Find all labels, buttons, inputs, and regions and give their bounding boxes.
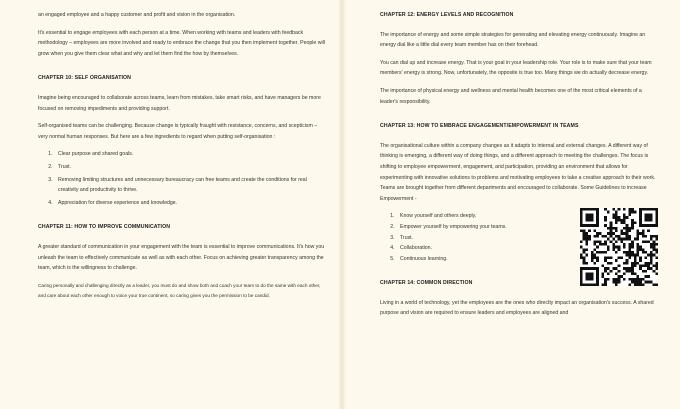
chapter-12-paragraph-1: The importance of energy and some simple strategies for generating and elevating energy continuously. Imagine an energy dial like a little dial every team member has on their forehead. (380, 31, 646, 49)
list-item: 5. Continuous learning. (396, 254, 658, 265)
list-item: 3. Removing limiting structures and unnecessary bureaucracy can free teams and create the conditions for real creativity and productivity to thrive. (54, 175, 328, 196)
chapter-11-paragraph-2: Caring personally and challenging directly as a leader, you must do and show both and coach your team to do the same with each other, and care about each other enough to voice your true continent, so caring gives you the permission to be candid. (38, 282, 321, 299)
list-item: 4. Appreciation for diverse experience and knowledge. (54, 198, 328, 209)
intro-paragraph: an engaged employee and a happy customer and profit and vision in the organisation. (38, 12, 236, 18)
chapter-14-paragraph-1: Living in a world of technology, yet the employees are the ones who directly impact an organisation's success. A shared purpose and vision are required to ensure leaders and employees are aligned and (380, 299, 654, 317)
right-page (342, 0, 680, 409)
list-item: 4. Collaboration. (396, 243, 658, 254)
chapter-11-title: CHAPTER 11: HOW TO IMPROVE COMMUNICATION (38, 224, 171, 231)
engage-paragraph: It's essential to engage employees with each person at a time. When working with teams and leaders with feedback methodology – employees are more involved and ready to embrace the change that you then implement together. People will grow when you give them clear what and why and let them find the how by themselves. (38, 29, 325, 57)
list-item: 1. Know yourself and others deeply. (396, 211, 658, 222)
list-item: 3. Trust. (396, 233, 658, 244)
chapter-10-title: CHAPTER 10: SELF ORGANISATION (38, 75, 132, 82)
list-item: 2. Trust. (54, 162, 328, 173)
list-and-qr-block (380, 211, 658, 264)
chapter-14-title: CHAPTER 14: COMMON DIRECTION (380, 280, 473, 287)
chapter-12-paragraph-2: You can dial up and increase energy. That is your goal in your leadership role. Your role is to make sure that your team members' energy is strong. Now, unfortunately, the opposite is true too. Many things we do actually decrease energy. (380, 59, 652, 77)
chapter-10-paragraph-2: Self-organised teams can be challenging. Because change is typically fraught with resistance, concerns, and scepticism – very normal human responses. But here are a few ingredients to regard when putting self-organisation : (38, 123, 318, 140)
chapter-11-paragraph-1: A greater standard of communication in your engagement with the team is essential to improve communications. It's how you unleash the team to effectively communicate as well as with each other. Focus on achieving greater transparency among the team, which is the willingness to challenge. (38, 243, 325, 272)
qr-code-icon[interactable] (580, 208, 658, 286)
chapter-10-paragraph-1: Imagine being encouraged to collaborate across teams, learn from mistakes, take smart risks, and have managers be more focused on removing impediments and providing support. (38, 94, 321, 112)
list-item: 1. Clear purpose and shared goals. (54, 149, 328, 160)
chapter-12-paragraph-3: The importance of physical energy and wellness and mental health becomes one of the most critical elements of a leader's responsibility. (380, 87, 642, 105)
chapter-12-title: CHAPTER 12: ENERGY LEVELS AND RECOGNITION (380, 12, 514, 18)
chapter-13-paragraph-1: The organisational culture within a company changes as it adapts to internal and external changes. A different way of thinking is emerging, a different way of doing things, and a different approach to meeting the challenges. The focus is shifting to employee empowerment, engagement, and participation, providing an environment that allows for experimenting with innovative solutions to problems and motivating employees to take a creative approach to their work. Teams are brought together from different departments and encouraged to collaborate. Some Guidelines to increase Empowerment - (380, 142, 656, 202)
chapter-10-list (38, 149, 328, 208)
chapter-13-title: CHAPTER 13: HOW TO EMBRACE ENGAGEMENT/EMPOWERMENT IN TEAMS (380, 123, 579, 130)
list-item: 2. Empower yourself by empowering your teams. (396, 222, 658, 233)
